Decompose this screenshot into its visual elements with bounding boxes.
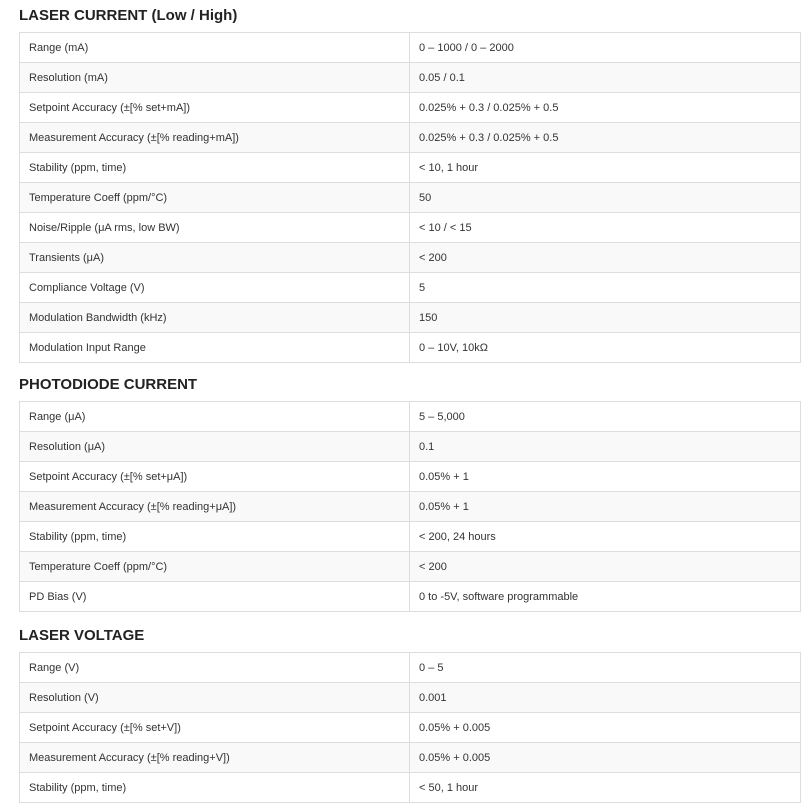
row-label: Setpoint Accuracy (±[% set+mA])	[20, 93, 410, 123]
table-row	[20, 773, 801, 803]
table-row	[20, 432, 801, 462]
section-title-laser-voltage: LASER VOLTAGE	[19, 627, 145, 644]
table-row	[20, 273, 801, 303]
row-label: Resolution (μA)	[20, 432, 410, 462]
row-value: 5 – 5,000	[410, 402, 801, 432]
row-value: 0.001	[410, 683, 801, 713]
table-row	[20, 683, 801, 713]
row-label: Transients (μA)	[20, 243, 410, 273]
row-label: Range (mA)	[20, 33, 410, 63]
row-label: Stability (ppm, time)	[20, 522, 410, 552]
table-row	[20, 123, 801, 153]
table-row	[20, 33, 801, 63]
row-value: < 10 / < 15	[410, 213, 801, 243]
row-label: Measurement Accuracy (±[% reading+V])	[20, 743, 410, 773]
table-row	[20, 492, 801, 522]
row-value: 0.025% + 0.3 / 0.025% + 0.5	[410, 123, 801, 153]
row-value: 0.05% + 1	[410, 492, 801, 522]
row-value: < 200	[410, 243, 801, 273]
table-row	[20, 462, 801, 492]
row-label: Range (μA)	[20, 402, 410, 432]
table-row	[20, 743, 801, 773]
row-label: Resolution (mA)	[20, 63, 410, 93]
spec-table-laser-voltage	[19, 652, 801, 803]
row-label: Stability (ppm, time)	[20, 773, 410, 803]
table-row	[20, 153, 801, 183]
row-value: 0.05% + 1	[410, 462, 801, 492]
row-value: 5	[410, 273, 801, 303]
table-row	[20, 243, 801, 273]
table-row	[20, 183, 801, 213]
section-title-laser-current: LASER CURRENT (Low / High)	[19, 7, 238, 24]
row-value: 0.05% + 0.005	[410, 743, 801, 773]
table-row	[20, 63, 801, 93]
row-value: 0 – 10V, 10kΩ	[410, 333, 801, 363]
table-row	[20, 402, 801, 432]
table-row	[20, 303, 801, 333]
row-value: 0.1	[410, 432, 801, 462]
row-value: 150	[410, 303, 801, 333]
table-row	[20, 93, 801, 123]
table-row	[20, 333, 801, 363]
table-row	[20, 522, 801, 552]
table-row	[20, 582, 801, 612]
row-label: PD Bias (V)	[20, 582, 410, 612]
row-label: Modulation Input Range	[20, 333, 410, 363]
table-row	[20, 653, 801, 683]
row-value: < 200	[410, 552, 801, 582]
row-label: Resolution (V)	[20, 683, 410, 713]
row-value: 50	[410, 183, 801, 213]
row-value: 0.05 / 0.1	[410, 63, 801, 93]
row-label: Range (V)	[20, 653, 410, 683]
row-value: < 50, 1 hour	[410, 773, 801, 803]
row-value: 0.05% + 0.005	[410, 713, 801, 743]
row-label: Setpoint Accuracy (±[% set+V])	[20, 713, 410, 743]
table-row	[20, 213, 801, 243]
row-value: < 10, 1 hour	[410, 153, 801, 183]
row-label: Compliance Voltage (V)	[20, 273, 410, 303]
row-label: Stability (ppm, time)	[20, 153, 410, 183]
row-label: Temperature Coeff (ppm/°C)	[20, 552, 410, 582]
table-row	[20, 713, 801, 743]
row-value: 0 to -5V, software programmable	[410, 582, 801, 612]
row-label: Measurement Accuracy (±[% reading+mA])	[20, 123, 410, 153]
table-row	[20, 552, 801, 582]
row-value: 0.025% + 0.3 / 0.025% + 0.5	[410, 93, 801, 123]
row-value: < 200, 24 hours	[410, 522, 801, 552]
row-label: Setpoint Accuracy (±[% set+μA])	[20, 462, 410, 492]
row-label: Temperature Coeff (ppm/°C)	[20, 183, 410, 213]
row-label: Measurement Accuracy (±[% reading+μA])	[20, 492, 410, 522]
row-value: 0 – 5	[410, 653, 801, 683]
spec-table-laser-current	[19, 32, 801, 363]
row-value: 0 – 1000 / 0 – 2000	[410, 33, 801, 63]
section-title-photodiode-current: PHOTODIODE CURRENT	[19, 376, 198, 393]
row-label: Noise/Ripple (μA rms, low BW)	[20, 213, 410, 243]
row-label: Modulation Bandwidth (kHz)	[20, 303, 410, 333]
spec-table-photodiode-current	[19, 401, 801, 612]
